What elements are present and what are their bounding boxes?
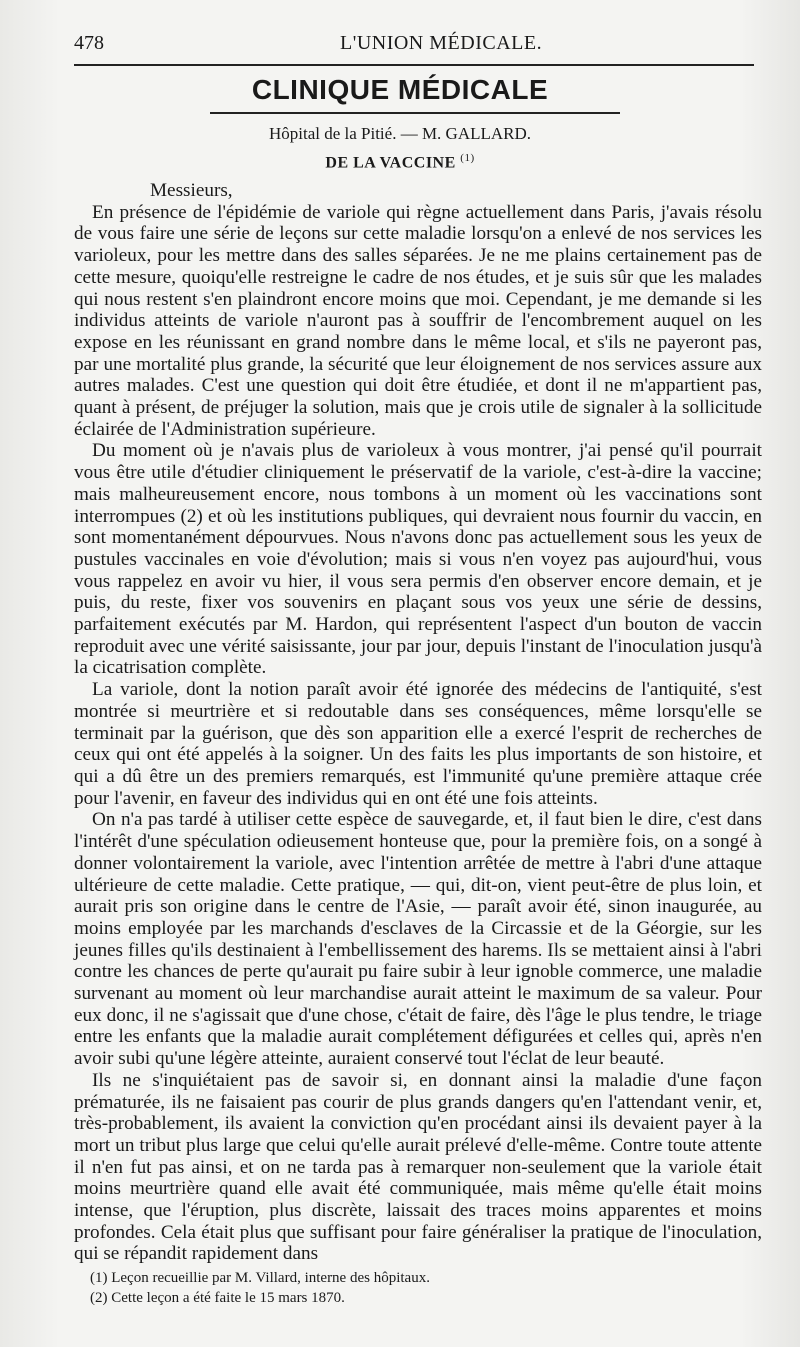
paragraph: En présence de l'épidémie de variole qui règne actuellement dans Paris, j'avais résolu de vous faire une série de leçons sur cette maladie lorsqu'on a enlevé de nos services les varioleux, pour les mettre dans des salles séparées. Je ne me plains certainement pas de cette mesure, quoiqu'elle restreigne le cadre de nos études, et je suis sûr que les malades qui nous restent s'en plaindront encore moins que moi. Cependant, je me demande si les individus atteints de variole n'auront pas à souffrir de l'encombrement auquel on les expose en les réunissant en grand nombre dans le même local, et s'ils ne payeront pas, par une mortalité plus grande, la sécurité que leur éloignement de nos services assure aux autres malades. C'est une question qui doit être étudiée, et dont il ne m'appartient pas, quant à présent, de préjuger la solution, mais que je crois utile de signaler à la sollicitude éclairée de l'Administration supérieure. [74,201,762,440]
paragraph: Du moment où je n'avais plus de varioleux à vous montrer, j'ai pensé qu'il pourrait vous être utile d'étudier cliniquement le préservatif de la variole, c'est-à-dire la vaccine; mais malheureusement encore, nous tombons à un moment où les vaccinations sont interrompues (2) et où les institutions publiques, qui devraient nous fournir du vaccin, en sont momentanément dépourvues. Nous n'avons donc pas actuellement sous les yeux de pustules vaccinales en voie d'évolution; mais si vous n'en voyez pas aujourd'hui, vous vous rappelez en avoir vu hier, il vous sera permis d'en observer encore demain, et je puis, du reste, fixer vos souvenirs en plaçant sous vos yeux une série de dessins, parfaitement exécutés par M. Hardon, qui représentent l'aspect d'un bouton de vaccin reproduit avec une vérité saisissante, jour par jour, depuis l'instant de l'inoculation jusqu'à la cicatrisation complète. [74,440,762,679]
running-head [74,30,754,56]
lesson-subtitle [0,152,800,172]
subtitle-text: DE LA VACCINE [325,154,456,172]
section-title: CLINIQUE MÉDICALE [251,74,549,105]
paragraph: On n'a pas tardé à utiliser cette espèce de sauvegarde, et, il faut bien le dire, c'est dans l'intérêt d'une spéculation odieusement honteuse que, pour la première fois, on a songé à donner volontairement la variole, avec l'intention arrêtée de mettre à l'abri d'une attaque ultérieure de cette maladie. Cette pratique, — qui, dit-on, vient peut-être de plus loin, et aurait pris son origine dans le centre de l'Asie, — paraît avoir été, sinon inaugurée, au moins employée par les marchands d'esclaves de la Circassie et de la Géorgie, sur les jeunes filles qu'ils destinaient à l'embellissement des harems. Ils se mettaient ainsi à l'abri contre les chances de perte qu'aurait pu faire subir à leur ignoble commerce, une maladie survenant au moment où leur marchandise aurait atteint le maximum de sa valeur. Pour eux donc, il ne s'agissait que d'une chose, c'était de faire, dès l'âge le plus tendre, le triage entre les enfants que la maladie aurait complétement défigurées et celles qui, après n'en avoir subi qu'une légère atteinte, auraient conservé tout l'éclat de leur beauté. [74,809,762,1070]
journal-title: L'UNION MÉDICALE. [340,32,543,54]
article-body [74,180,762,1265]
paragraph: La variole, dont la notion paraît avoir été ignorée des médecins de l'antiquité, s'est montrée si meurtrière et si redoutable dans ses conséquences, même lorsqu'elle se terminait par la guérison, que dès son apparition elle a exercé l'esprit de recherches de ceux qui ont été appelés à la soigner. Un des faits les plus importants de son histoire, et qui a dû être un des premiers remarqués, est l'immunité qu'une première attaque crée pour l'avenir, en faveur des individus qui en ont été une fois atteints. [74,679,762,809]
footnote: (2) Cette leçon a été faite le 15 mars 1870. [90,1290,345,1306]
title-rule [210,112,620,114]
salutation: Messieurs, [150,180,233,201]
footnotes [90,1268,690,1308]
paragraph: Ils ne s'inquiétaient pas de savoir si, en donnant ainsi la maladie d'une façon prématurée, ils ne faisaient pas courir de plus grands dangers qu'en l'attendant venir, et, très-probablement, ils avaient la conviction qu'en procédant ainsi ils devaient payer à la mort un tribut plus large que celui qu'elle aurait prélevé d'elle-même. Contre toute attente il n'en fut pas ainsi, et on ne tarda pas à remarquer non-seulement que la variole était moins meurtrière quand elle avait été communiquée, mais même qu'elle était moins intense, que l'éruption, plus discrète, laissait des traces moins apparentes et moins profondes. Cela était plus que suffisant pour faire généraliser la pratique de l'inoculation, qui se répandit rapidement dans [74,1069,762,1265]
page-number: 478 [74,32,104,54]
subtitle-footnote-mark: (1) [460,152,475,164]
header-rule [74,64,754,66]
hospital-line: Hôpital de la Pitié. — M. GALLARD. [268,124,532,143]
footnote: (1) Leçon recueillie par M. Villard, interne des hôpitaux. [90,1270,430,1286]
